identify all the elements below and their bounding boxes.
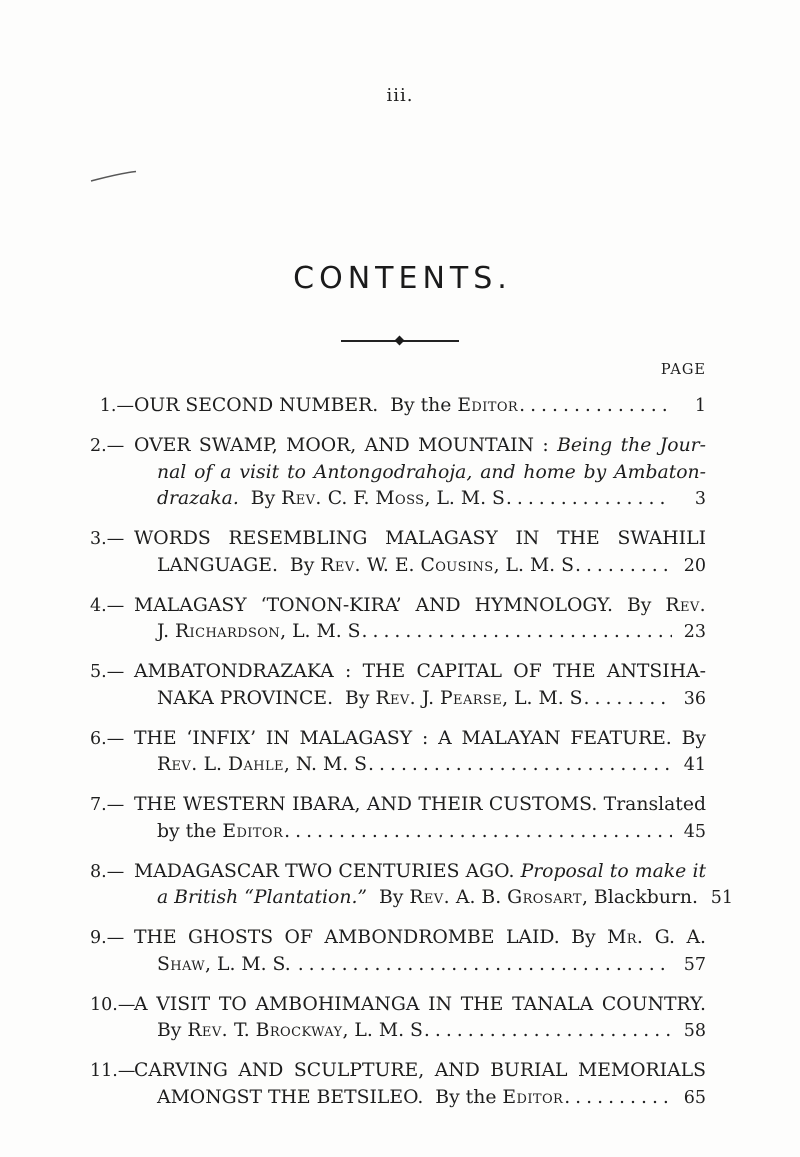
entry-number: 9.— — [90, 928, 125, 948]
entry-line — [90, 593, 706, 620]
entry-line-last — [90, 486, 706, 513]
toc-entry — [90, 433, 706, 513]
entry-line — [90, 1058, 706, 1085]
toc-entry — [90, 526, 706, 579]
entry-line — [90, 726, 706, 753]
page-column-label: PAGE — [660, 362, 706, 378]
text-segment: Rev. — [281, 488, 322, 509]
text-segment: , L. M. S — [342, 1020, 423, 1041]
text-segment: C. F. — [321, 488, 376, 509]
text-segment: nal of a visit to Antongodrahoja, and home by Ambaton- — [157, 461, 706, 483]
text-segment: a British “Plantation.” — [157, 887, 368, 908]
text-segment: A VISIT TO AMBOHIMANGA IN THE TANALA COUNTRY. — [134, 993, 706, 1015]
entry-number: 2.— — [90, 436, 125, 456]
dot-leader — [362, 619, 672, 646]
text-segment: MALAGASY ‘TONON-KIRA’ AND HYMNOLOGY. By — [134, 594, 666, 616]
entry-line-last — [90, 885, 733, 912]
entry-line-last — [90, 752, 706, 779]
text-segment: Grosart — [507, 887, 582, 908]
contents-title: CONTENTS. — [293, 261, 512, 296]
entry-number: 8.— — [90, 861, 125, 882]
text-segment: Editor — [502, 1086, 564, 1108]
entry-line — [90, 992, 706, 1019]
entry-line-last — [90, 952, 706, 979]
text-segment: Proposal to make it — [520, 860, 706, 882]
toc-entry — [90, 792, 706, 845]
entry-line-last — [90, 393, 706, 420]
entry-number: 11.— — [90, 1061, 136, 1081]
text-segment: Dahle — [227, 754, 284, 775]
dot-leader — [298, 952, 672, 979]
text-segment: Cousins — [420, 554, 494, 576]
entry-page-number: 45 — [683, 821, 706, 842]
text-segment: NAKA PROVINCE. By — [157, 687, 376, 709]
entry-line — [90, 859, 706, 886]
text-segment: , L. M. S — [493, 554, 574, 576]
text-segment: , L. M. S — [424, 488, 505, 509]
toc-entry — [90, 859, 733, 912]
text-segment: THE WESTERN IBARA, AND THEIR CUSTOMS. Translated — [134, 794, 706, 815]
folio-number: iii. — [386, 85, 414, 106]
entry-line-last — [90, 619, 706, 646]
text-segment: MADAGASCAR TWO CENTURIES AGO. — [134, 860, 521, 882]
toc-entry — [90, 659, 706, 712]
entry-line — [90, 792, 706, 819]
text-segment: OVER SWAMP, MOOR, AND MOUNTAIN : — [134, 435, 558, 456]
entry-line — [90, 659, 706, 686]
text-segment: Brockway — [255, 1020, 343, 1041]
entry-page-number: 23 — [683, 622, 706, 642]
text-segment: G. A. — [643, 927, 706, 948]
entry-page-number: 41 — [683, 755, 706, 775]
table-of-contents — [90, 393, 733, 1111]
entry-number: 5.— — [90, 662, 125, 682]
entry-line-last — [90, 686, 706, 713]
entry-number: 10.— — [90, 994, 136, 1015]
text-segment: , N. M. S — [283, 754, 368, 775]
dot-leader — [506, 486, 672, 513]
entry-page-number: 1 — [694, 396, 706, 416]
text-segment: , L. M. S — [502, 687, 583, 709]
text-segment: Rev. — [409, 887, 450, 908]
text-segment: J. — [157, 621, 176, 642]
text-segment: Rev. — [157, 754, 198, 775]
dot-leader — [519, 393, 672, 420]
text-segment: L. — [197, 754, 228, 775]
text-segment: Moss — [375, 488, 425, 509]
dot-leader — [584, 686, 672, 713]
entry-page-number: 51 — [710, 888, 733, 908]
diamond-ornament-icon — [395, 336, 405, 346]
text-segment: CARVING AND SCULPTURE, AND BURIAL MEMORIALS — [134, 1060, 706, 1081]
toc-entry — [90, 393, 706, 420]
text-segment: Shaw — [157, 953, 206, 975]
dot-leader — [564, 1085, 672, 1112]
text-segment: Rev. — [375, 687, 417, 709]
toc-entry — [90, 992, 706, 1045]
entry-page-number: 20 — [683, 555, 706, 576]
text-segment: , Blackburn. — [581, 887, 698, 908]
divider-rule — [341, 336, 459, 346]
text-segment: Being the Jour- — [557, 435, 707, 456]
entry-number: 6.— — [90, 728, 125, 749]
toc-column — [90, 362, 733, 1111]
dot-leader — [368, 752, 672, 779]
entry-line — [90, 460, 706, 487]
entry-line-last — [90, 1018, 706, 1045]
text-segment: By — [157, 1020, 188, 1041]
text-segment: T. — [227, 1020, 256, 1041]
entry-page-number: 36 — [683, 688, 706, 709]
dot-leader — [424, 1018, 672, 1045]
entry-line-last — [90, 1085, 706, 1112]
entry-page-number: 57 — [683, 954, 706, 975]
toc-entry — [90, 726, 706, 779]
toc-entry — [90, 1058, 706, 1111]
text-segment: , L. M. S — [280, 621, 361, 642]
text-segment: drazaka. — [157, 488, 239, 509]
text-segment: Rev. — [320, 554, 361, 576]
text-segment: Mr. — [607, 927, 644, 948]
dot-leader — [575, 553, 672, 580]
entry-page-number: 58 — [683, 1021, 706, 1041]
entry-number: 1.— — [99, 396, 134, 416]
toc-entry — [90, 593, 706, 646]
text-segment: THE ‘INFIX’ IN MALAGASY : A MALAYAN FEATURE. By — [134, 727, 706, 749]
text-segment: J. — [416, 687, 441, 709]
text-segment: Rev. — [187, 1020, 228, 1041]
text-segment: Richardson — [175, 621, 281, 642]
entry-page-number: 65 — [683, 1087, 706, 1108]
scan-artifact-stroke — [88, 165, 140, 185]
entry-page-number: 3 — [694, 489, 706, 509]
text-segment: AMBATONDRAZAKA : THE CAPITAL OF THE ANTSIHA- — [134, 661, 706, 682]
text-segment: WORDS RESEMBLING MALAGASY IN THE SWAHILI — [134, 528, 706, 549]
text-segment: AMONGST THE BETSILEO. By the — [157, 1086, 503, 1108]
text-segment: , L. M. S. — [205, 953, 297, 975]
text-segment: By — [367, 887, 410, 908]
entry-line — [90, 925, 706, 952]
text-segment: LANGUAGE. By — [157, 554, 321, 576]
dot-leader — [284, 819, 672, 846]
entry-number: 3.— — [90, 529, 125, 549]
text-segment: Editor — [222, 820, 284, 842]
text-segment: A. B. — [449, 887, 508, 908]
entry-line-last — [90, 819, 706, 846]
toc-entry — [90, 925, 706, 978]
entry-line-last — [90, 553, 706, 580]
text-segment: THE GHOSTS OF AMBONDROMBE LAID. By — [134, 927, 608, 948]
entry-number: 7.— — [90, 795, 125, 815]
text-segment: W. E. — [360, 554, 421, 576]
entry-number: 4.— — [90, 595, 125, 616]
text-segment: By — [238, 488, 282, 509]
entry-line — [90, 526, 706, 553]
entry-line — [90, 433, 706, 460]
text-segment: Pearse — [440, 687, 503, 709]
text-segment: Rev. — [665, 594, 706, 616]
text-segment: Editor — [457, 395, 519, 416]
text-segment: by the — [157, 820, 223, 842]
text-segment: OUR SECOND NUMBER. By the — [134, 395, 458, 416]
